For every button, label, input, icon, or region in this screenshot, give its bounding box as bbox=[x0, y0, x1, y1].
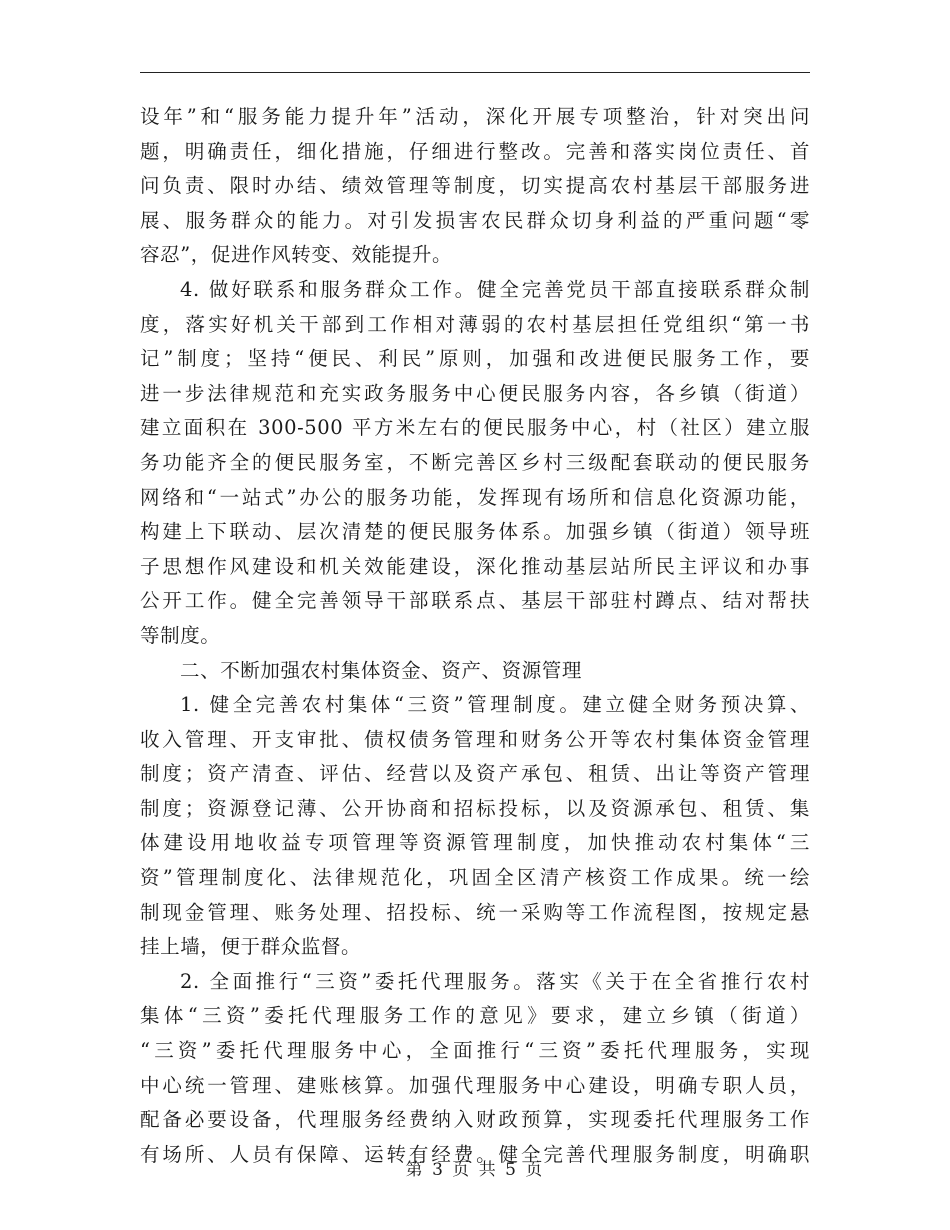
text-line: 容忍”，促进作风转变、效能提升。 bbox=[140, 243, 453, 267]
text-line: 题，明确责任，细化措施，仔细进行整改。完善和落实岗位责任、首 bbox=[140, 139, 810, 163]
text-line: 展、服务群众的能力。对引发损害农民群众切身利益的严重问题“零 bbox=[140, 208, 810, 232]
text-line: 挂上墙，便于群众监督。 bbox=[140, 935, 362, 959]
header-rule bbox=[140, 72, 810, 73]
text-line: 公开工作。健全完善领导干部联系点、基层干部驻村蹲点、结对帮扶 bbox=[140, 589, 810, 613]
text-line: 进一步法律规范和充实政务服务中心便民服务内容，各乡镇（街道） bbox=[140, 381, 810, 405]
text-line: “三资”委托代理服务中心，全面推行“三资”委托代理服务，实现 bbox=[140, 1039, 810, 1063]
text-line: 制现金管理、账务处理、招投标、统一采购等工作流程图，按规定悬 bbox=[140, 900, 810, 924]
text-line: 设年”和“服务能力提升年”活动，深化开展专项整治，针对突出问 bbox=[140, 105, 810, 128]
text-line: 集体“三资”委托代理服务工作的意见》要求，建立乡镇（街道） bbox=[140, 1004, 810, 1028]
paragraph-start-line: 1. 健全完善农村集体“三资”管理制度。建立健全财务预决算、 bbox=[180, 693, 810, 717]
paragraph-start-line: 4. 做好联系和服务群众工作。健全完善党员干部直接联系群众制 bbox=[180, 277, 810, 301]
paragraph-start-line: 2. 全面推行“三资”委托代理服务。落实《关于在全省推行农村 bbox=[180, 969, 810, 993]
text-line: 记”制度；坚持“便民、利民”原则，加强和改进便民服务工作，要 bbox=[140, 347, 810, 371]
text-line: 构建上下联动、层次清楚的便民服务体系。加强乡镇（街道）领导班 bbox=[140, 520, 810, 544]
page-number-footer: 第 3 页 共 5 页 bbox=[405, 1160, 545, 1180]
text-line: 子思想作风建设和机关效能建设，深化推动基层站所民主评议和办事 bbox=[140, 554, 810, 578]
section-heading: 二、不断加强农村集体资金、资产、资源管理 bbox=[180, 658, 583, 682]
text-line: 有场所、人员有保障、运转有经费。健全完善代理服务制度，明确职 bbox=[140, 1142, 810, 1166]
text-line: 务功能齐全的便民服务室，不断完善区乡村三级配套联动的便民服务 bbox=[140, 450, 810, 474]
text-line: 度，落实好机关干部到工作相对薄弱的农村基层担任党组织“第一书 bbox=[140, 312, 810, 336]
text-line: 制度；资源登记薄、公开协商和招标投标，以及资源承包、租赁、集 bbox=[140, 796, 810, 820]
text-line: 体建设用地收益专项管理等资源管理制度，加快推动农村集体“三 bbox=[140, 831, 810, 855]
text-line: 配备必要设备，代理服务经费纳入财政预算，实现委托代理服务工作 bbox=[140, 1108, 810, 1132]
document-body bbox=[140, 100, 810, 1172]
text-line: 制度；资产清查、评估、经营以及资产承包、租赁、出让等资产管理 bbox=[140, 762, 810, 786]
text-line: 网络和“一站式”办公的服务功能，发挥现有场所和信息化资源功能， bbox=[140, 485, 810, 509]
text-line: 资”管理制度化、法律规范化，巩固全区清产核资工作成果。统一绘 bbox=[140, 866, 810, 890]
text-line: 建立面积在 300-500 平方米左右的便民服务中心，村（社区）建立服 bbox=[140, 416, 810, 440]
text-line: 问负责、限时办结、绩效管理等制度，切实提高农村基层干部服务进 bbox=[140, 174, 810, 198]
text-line: 收入管理、开支审批、债权债务管理和财务公开等农村集体资金管理 bbox=[140, 727, 810, 751]
text-line: 中心统一管理、建账核算。加强代理服务中心建设，明确专职人员， bbox=[140, 1073, 810, 1097]
text-line: 等制度。 bbox=[140, 623, 221, 647]
